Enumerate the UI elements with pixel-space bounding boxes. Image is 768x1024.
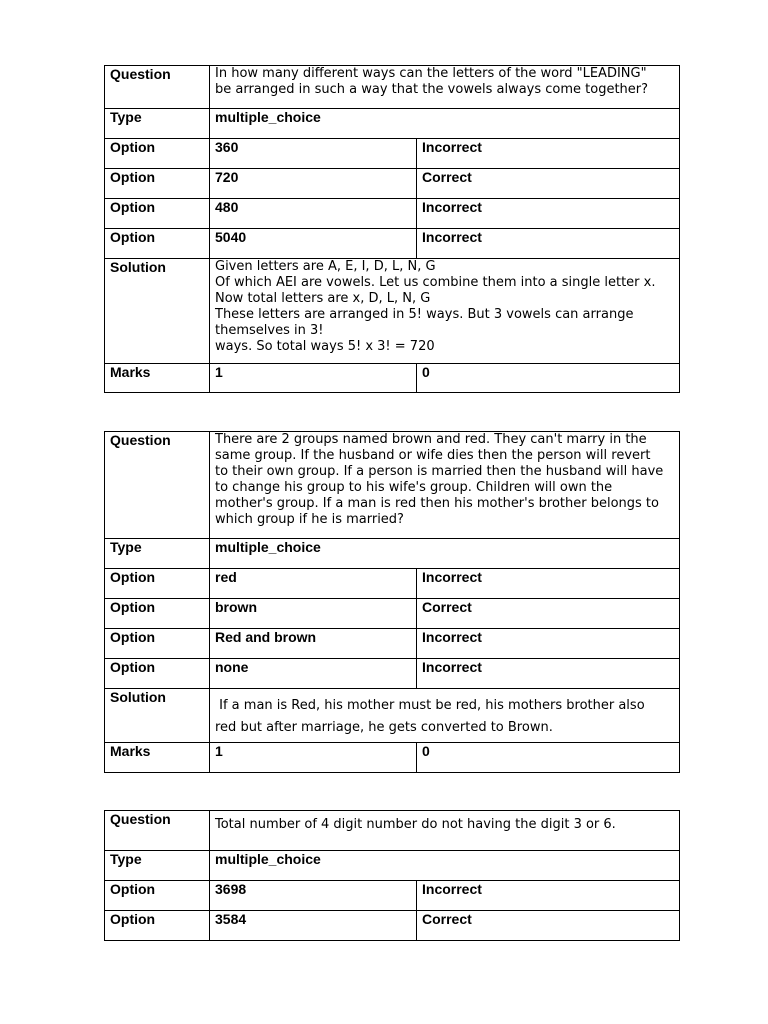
option-status: Correct (417, 599, 680, 629)
negative-marks-value: 0 (417, 364, 680, 393)
question-text (210, 66, 680, 109)
solution-line: These letters are arranged in 5! ways. But 3 vowels can arrange (215, 307, 634, 322)
option-row (105, 599, 680, 629)
option-value: 360 (210, 139, 417, 169)
option-label: Option (105, 199, 210, 229)
question-table (104, 431, 680, 773)
question-table (104, 810, 680, 941)
type-label: Type (105, 109, 210, 139)
solution-line: ways. So total ways 5! x 3! = 720 (215, 339, 435, 354)
question-line: same group. If the husband or wife dies then the person will revert (215, 448, 651, 463)
option-status: Incorrect (417, 881, 680, 911)
type-row (105, 539, 680, 569)
option-status: Incorrect (417, 229, 680, 259)
option-label: Option (105, 229, 210, 259)
question-row (105, 811, 680, 851)
option-label: Option (105, 169, 210, 199)
question-line: to their own group. If a person is married then the husband will have (215, 464, 664, 479)
solution-line: Now total letters are x, D, L, N, G (215, 291, 431, 306)
solution-text (210, 259, 680, 364)
solution-row (105, 689, 680, 743)
question-line: In how many different ways can the letters of the word "LEADING" (215, 66, 647, 81)
solution-line: Of which AEI are vowels. Let us combine them into a single letter x. (215, 275, 656, 290)
option-row (105, 199, 680, 229)
question-table (104, 65, 680, 393)
option-value: 480 (210, 199, 417, 229)
option-status: Correct (417, 169, 680, 199)
type-row (105, 109, 680, 139)
solution-line: If a man is Red, his mother must be red, his mothers brother also (215, 698, 645, 713)
marks-label: Marks (105, 364, 210, 393)
question-line: mother's group. If a man is red then his mother's brother belongs to (215, 496, 659, 511)
option-value: red (210, 569, 417, 599)
marks-value: 1 (210, 743, 417, 773)
option-row (105, 569, 680, 599)
question-line: be arranged in such a way that the vowels always come together? (215, 82, 649, 97)
type-value: multiple_choice (210, 539, 680, 569)
option-label: Option (105, 911, 210, 941)
question-row (105, 432, 680, 539)
option-value: 720 (210, 169, 417, 199)
solution-line: themselves in 3! (215, 323, 324, 338)
option-row (105, 229, 680, 259)
type-label: Type (105, 539, 210, 569)
marks-value: 1 (210, 364, 417, 393)
option-status: Incorrect (417, 629, 680, 659)
option-status: Incorrect (417, 569, 680, 599)
question-line: Total number of 4 digit number do not having the digit 3 or 6. (215, 817, 616, 832)
option-label: Option (105, 569, 210, 599)
question-line: to change his group to his wife's group. Children will own the (215, 480, 613, 495)
option-label: Option (105, 139, 210, 169)
type-value: multiple_choice (210, 109, 680, 139)
solution-label: Solution (105, 689, 210, 743)
option-row (105, 629, 680, 659)
option-status: Incorrect (417, 139, 680, 169)
option-row (105, 139, 680, 169)
type-value: multiple_choice (210, 851, 680, 881)
question-row (105, 66, 680, 109)
option-value: 3584 (210, 911, 417, 941)
option-value: Red and brown (210, 629, 417, 659)
option-status: Incorrect (417, 659, 680, 689)
question-text (210, 432, 680, 539)
question-label: Question (105, 811, 210, 851)
option-row (105, 659, 680, 689)
option-label: Option (105, 659, 210, 689)
solution-text (210, 689, 680, 743)
negative-marks-value: 0 (417, 743, 680, 773)
solution-row (105, 259, 680, 364)
option-value: 3698 (210, 881, 417, 911)
type-row (105, 851, 680, 881)
marks-row (105, 364, 680, 393)
type-label: Type (105, 851, 210, 881)
option-row (105, 911, 680, 941)
marks-row (105, 743, 680, 773)
option-value: brown (210, 599, 417, 629)
question-line: There are 2 groups named brown and red. They can't marry in the (215, 432, 647, 447)
option-status: Correct (417, 911, 680, 941)
option-value: 5040 (210, 229, 417, 259)
option-value: none (210, 659, 417, 689)
option-label: Option (105, 881, 210, 911)
option-status: Incorrect (417, 199, 680, 229)
option-label: Option (105, 599, 210, 629)
question-line: which group if he is married? (215, 512, 404, 527)
question-label: Question (105, 432, 210, 539)
question-label: Question (105, 66, 210, 109)
option-label: Option (105, 629, 210, 659)
option-row (105, 881, 680, 911)
solution-line: Given letters are A, E, I, D, L, N, G (215, 259, 436, 274)
solution-line: red but after marriage, he gets converted to Brown. (215, 720, 553, 735)
solution-label: Solution (105, 259, 210, 364)
option-row (105, 169, 680, 199)
question-text (210, 811, 680, 851)
marks-label: Marks (105, 743, 210, 773)
